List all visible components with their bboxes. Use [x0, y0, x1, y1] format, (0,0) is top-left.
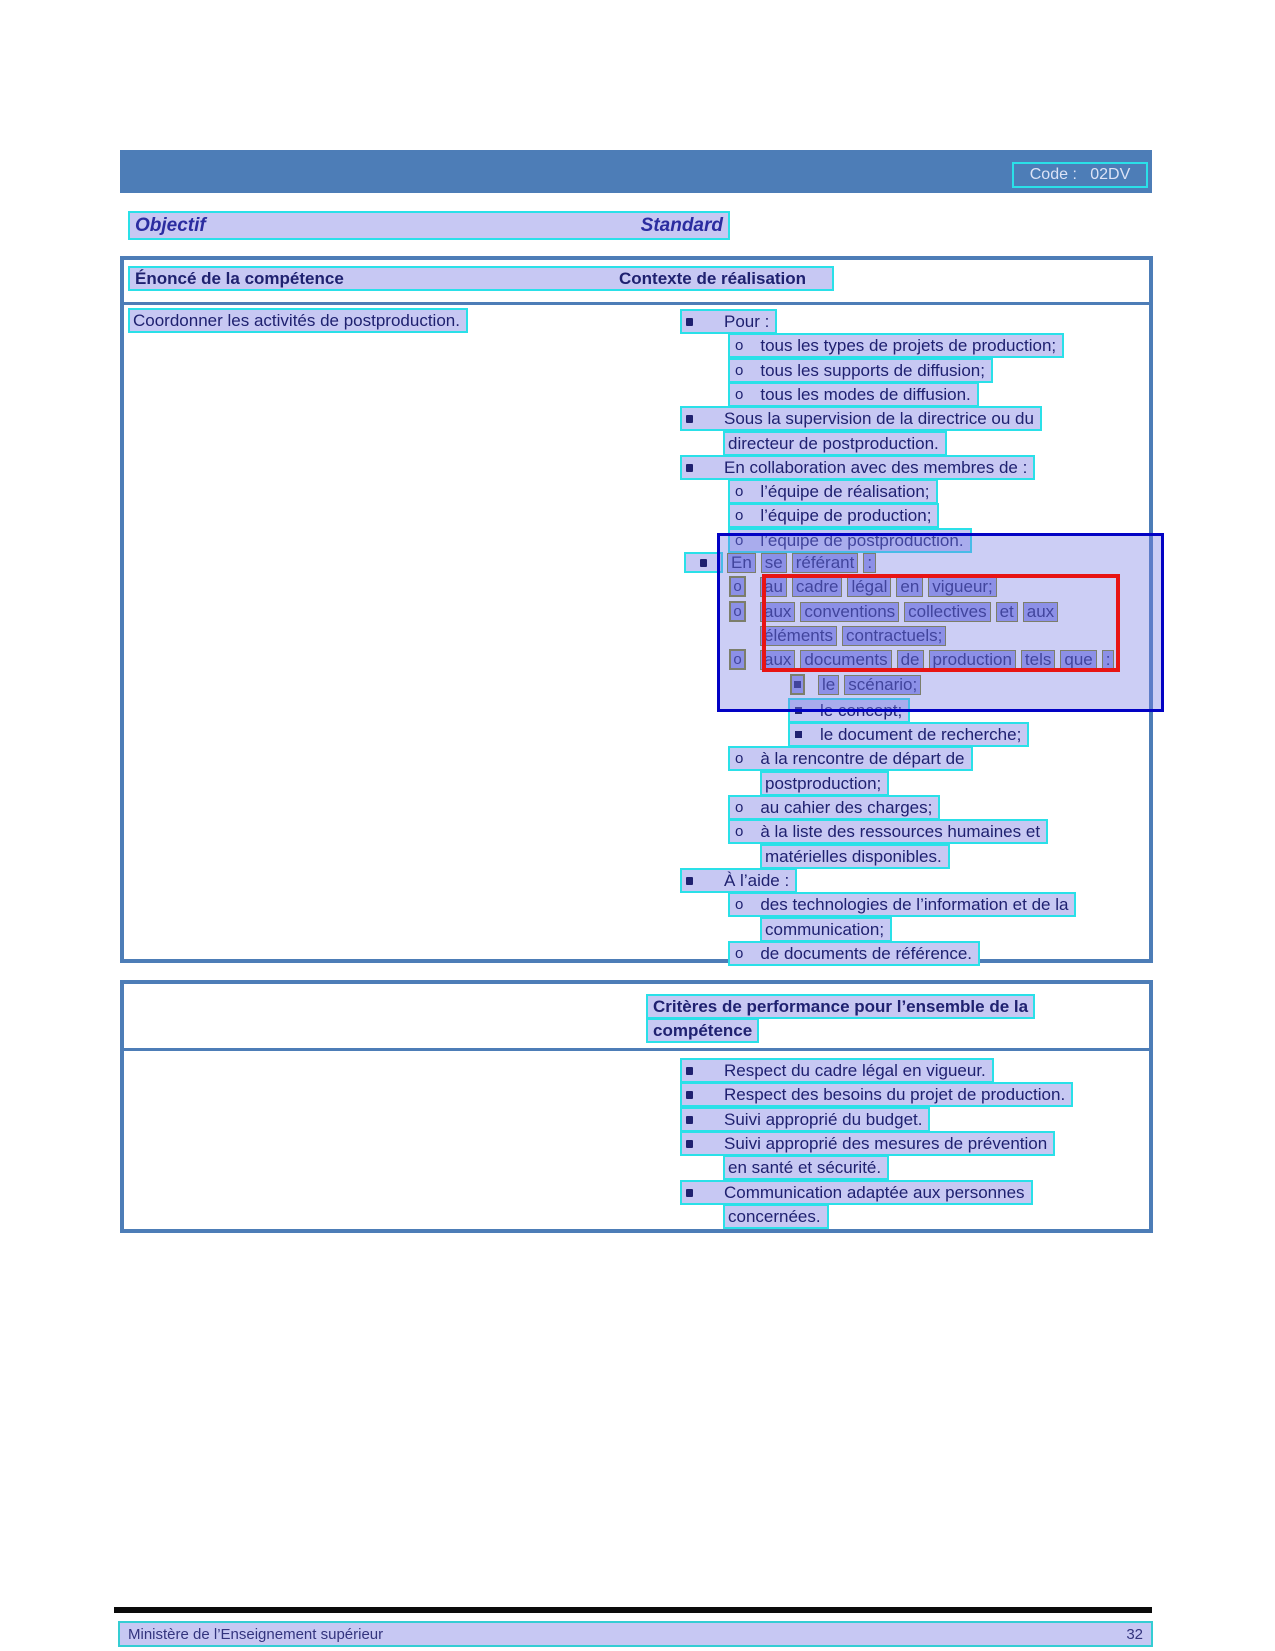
- context-line: [728, 503, 939, 528]
- line-text: au cahier des charges;: [760, 797, 933, 817]
- context-line: [728, 382, 979, 407]
- circle-bullet-icon: o: [735, 337, 744, 354]
- bullet-frame: [729, 576, 746, 597]
- line-text: directeur de postproduction.: [728, 433, 939, 453]
- line-text: des technologies de l’information et de la: [760, 894, 1069, 914]
- criteria-line: [680, 1107, 930, 1132]
- line-text: l’équipe de réalisation;: [760, 481, 930, 501]
- word-box: de: [897, 650, 924, 670]
- line-text: concernées.: [728, 1206, 821, 1226]
- word-box: documents: [800, 650, 891, 670]
- criteria-line: [723, 1155, 889, 1180]
- line-text: à la liste des ressources humaines et: [760, 821, 1041, 841]
- table1-header-divider: [124, 302, 1149, 305]
- table2-header-divider: [124, 1048, 1149, 1051]
- criteria-header-line2: compétence: [646, 1018, 759, 1043]
- context-line: [728, 746, 973, 771]
- code-badge: Code : 02DV: [1012, 162, 1148, 188]
- circle-bullet-icon: o: [735, 896, 744, 913]
- circle-bullet-icon: o: [735, 750, 744, 767]
- line-text: l’équipe de production;: [760, 505, 932, 525]
- square-bullet-icon: [686, 318, 693, 326]
- line-text: Suivi approprié du budget.: [724, 1109, 923, 1129]
- bullet-frame: [729, 601, 746, 622]
- word-box: :: [863, 553, 876, 573]
- context-line: [760, 917, 892, 942]
- criteria-line: [680, 1180, 1033, 1205]
- line-text: À l’aide :: [724, 870, 790, 890]
- square-bullet-icon: [686, 1140, 693, 1148]
- word-box: cadre: [792, 577, 843, 597]
- square-bullet-icon: [795, 731, 802, 738]
- objectif-standard-heading: [128, 211, 730, 240]
- context-line: [728, 333, 1064, 358]
- context-line: [728, 941, 980, 966]
- context-line: [684, 552, 876, 573]
- context-line: [729, 601, 1058, 622]
- bullet-frame: [684, 552, 723, 573]
- word-box: aux: [1023, 602, 1058, 622]
- circle-bullet-icon: o: [733, 603, 742, 620]
- context-line: [760, 771, 889, 796]
- context-line: [728, 819, 1048, 844]
- word-box: et: [996, 602, 1018, 622]
- line-text: de documents de référence.: [760, 943, 973, 963]
- context-line: [729, 649, 1114, 670]
- criteria-line: [723, 1204, 829, 1229]
- line-text: Suivi approprié des mesures de prévention: [724, 1133, 1048, 1153]
- footer-rule: [114, 1607, 1152, 1613]
- word-box: légal: [847, 577, 891, 597]
- line-text: En collaboration avec des membres de :: [724, 457, 1028, 477]
- circle-bullet-icon: o: [735, 483, 744, 500]
- criteria-line: [680, 1131, 1055, 1156]
- context-line: [728, 479, 938, 504]
- context-line: [760, 844, 950, 869]
- word-box: vigueur;: [928, 577, 996, 597]
- context-line: [723, 431, 947, 456]
- word-box: tels: [1021, 650, 1055, 670]
- square-bullet-icon: [686, 1091, 693, 1099]
- footer-ministry: Ministère de l’Enseignement supérieur: [128, 1625, 384, 1643]
- word-box: au: [760, 577, 787, 597]
- line-text: Respect des besoins du projet de production.: [724, 1084, 1066, 1104]
- context-line: [760, 625, 946, 646]
- bullet-frame: [790, 674, 805, 695]
- footer-page-number: 32: [1126, 1625, 1143, 1643]
- word-box: En: [727, 553, 756, 573]
- objectif-label: Objectif: [135, 214, 206, 236]
- word-box: référant: [792, 553, 859, 573]
- word-box: :: [1102, 650, 1115, 670]
- criteria-line: [680, 1058, 994, 1083]
- competence-statement: Coordonner les activités de postproduction.: [128, 308, 468, 333]
- circle-bullet-icon: o: [735, 386, 744, 403]
- circle-bullet-icon: o: [735, 799, 744, 816]
- context-line: [680, 868, 797, 893]
- context-line: [728, 528, 972, 553]
- square-bullet-icon: [795, 707, 802, 714]
- criteria-header-line1: Critères de performance pour l’ensemble de la: [646, 994, 1035, 1019]
- square-bullet-icon: [686, 464, 693, 472]
- line-text: Communication adaptée aux personnes: [724, 1182, 1025, 1202]
- table1-header-row: [128, 266, 834, 291]
- word-box: scénario;: [844, 675, 921, 695]
- word-box: que: [1060, 650, 1096, 670]
- criteria-line: [680, 1082, 1073, 1107]
- line-text: le concept;: [820, 700, 903, 720]
- line-text: à la rencontre de départ de: [760, 748, 965, 768]
- line-text: Pour :: [724, 311, 770, 331]
- context-line: [790, 674, 921, 695]
- word-boxes: [760, 602, 1058, 622]
- bullet-frame: [729, 649, 746, 670]
- word-boxes: [760, 650, 1114, 670]
- context-line: [680, 455, 1035, 480]
- square-bullet-icon: [686, 1116, 693, 1124]
- line-text: Respect du cadre légal en vigueur.: [724, 1060, 986, 1080]
- context-line: [729, 576, 997, 597]
- header-enonce: Énoncé de la compétence: [135, 269, 344, 288]
- footer: [118, 1621, 1153, 1647]
- word-boxes: [760, 577, 997, 597]
- word-boxes: [727, 553, 876, 573]
- word-box: aux: [760, 602, 795, 622]
- word-box: aux: [760, 650, 795, 670]
- line-text: communication;: [765, 919, 885, 939]
- word-boxes: [760, 626, 946, 646]
- line-text: matérielles disponibles.: [765, 846, 942, 866]
- context-line: [728, 358, 993, 383]
- line-text: en santé et sécurité.: [728, 1157, 882, 1177]
- word-box: se: [761, 553, 787, 573]
- square-bullet-icon: [794, 681, 801, 688]
- context-line: [728, 892, 1076, 917]
- standard-label: Standard: [640, 214, 723, 236]
- square-bullet-icon: [686, 1189, 693, 1197]
- word-box: éléments: [760, 626, 837, 646]
- line-text: tous les modes de diffusion.: [760, 384, 971, 404]
- circle-bullet-icon: o: [735, 362, 744, 379]
- context-line: [680, 309, 777, 334]
- line-text: tous les supports de diffusion;: [760, 360, 985, 380]
- line-text: Sous la supervision de la directrice ou du: [724, 408, 1034, 428]
- square-bullet-icon: [700, 559, 707, 567]
- context-line: [788, 698, 910, 723]
- word-box: conventions: [800, 602, 899, 622]
- word-box: production: [929, 650, 1016, 670]
- circle-bullet-icon: o: [735, 532, 744, 549]
- circle-bullet-icon: o: [733, 651, 742, 668]
- word-boxes: [818, 675, 921, 695]
- square-bullet-icon: [686, 1067, 693, 1075]
- circle-bullet-icon: o: [735, 507, 744, 524]
- word-box: contractuels;: [842, 626, 946, 646]
- line-text: postproduction;: [765, 773, 882, 793]
- circle-bullet-icon: o: [735, 945, 744, 962]
- line-text: l’équipe de postproduction.: [760, 530, 964, 550]
- context-line: [788, 722, 1029, 747]
- word-box: collectives: [904, 602, 990, 622]
- header-contexte: Contexte de réalisation: [619, 269, 807, 288]
- word-box: en: [896, 577, 923, 597]
- title-banner: [120, 150, 1152, 193]
- circle-bullet-icon: o: [735, 823, 744, 840]
- line-text: le document de recherche;: [820, 724, 1022, 744]
- square-bullet-icon: [686, 415, 693, 423]
- circle-bullet-icon: o: [733, 578, 742, 595]
- line-text: tous les types de projets de production;: [760, 335, 1057, 355]
- word-box: le: [818, 675, 839, 695]
- context-line: [728, 795, 940, 820]
- square-bullet-icon: [686, 877, 693, 885]
- context-line: [680, 406, 1042, 431]
